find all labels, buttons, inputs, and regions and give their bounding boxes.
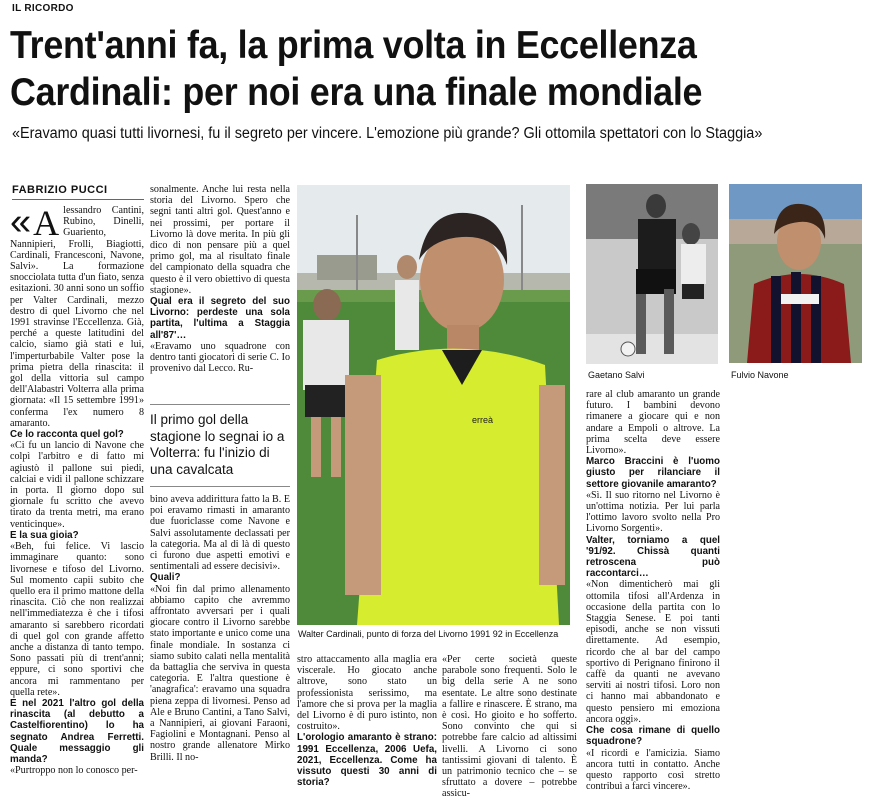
article-column-2-top <box>150 184 290 392</box>
pull-quote: Il primo gol della stagione lo segnai io a Volterra: fu l'inizio di una cavalcata <box>150 412 285 477</box>
drop-cap: A <box>33 205 60 243</box>
headline-line-1: Trent'anni fa, la prima volta in Eccellenza <box>10 24 697 67</box>
article-column-3 <box>297 654 437 800</box>
headline-line-2: Cardinali: per noi era una finale mondiale <box>10 71 703 114</box>
byline-divider <box>12 199 144 200</box>
photo-gaetano-salvi <box>586 184 718 364</box>
interview-answer: stro attaccamento alla maglia era viscerale. Ho giocato anche altrove, sono stato un professionista serissimo, ma l'amore che si prova per la maglia del Livorno è di puro istinto, non costruito». <box>297 654 437 733</box>
interview-question: Marco Braccini è l'uomo giusto per rilanciare il settore giovanile amaranto? <box>586 456 720 490</box>
interview-answer: «Sì. Il suo ritorno nel Livorno è un'ottima notizia. Per lui parla l'ottimo lavoro svolto nella Pro Livorno Sorgenti». <box>586 489 720 535</box>
interview-answer: «Ci fu un lancio di Navone che colpì l'arbitro e di fatto mi agiustò il pallone sui piedi, calciai e vidi il pallone schizzare in porta. Il giorno dopo sul giornale fu scritto che avevo tirato da trenta metri, ma erano venticinque». <box>10 440 144 530</box>
subheadline: «Eravamo quasi tutti livornesi, fu il segreto per vincere. L'emozione più grande? Gli ottomila spettatori con lo Staggia» <box>12 125 763 142</box>
interview-question: Valter, torniamo a quel '91/92. Chissà quanti retroscena può raccontarci… <box>586 534 720 580</box>
article-column-1 <box>10 205 144 800</box>
interview-question: E la sua gioia? <box>10 529 79 541</box>
interview-question: E nel 2021 l'altro gol della rinascita (al debutto a Castelfiorentino) lo ha segnato Andrea Ferretti. Quale messaggio gli manda? <box>10 697 144 765</box>
pullquote-bottom-rule <box>150 486 290 487</box>
section-kicker: IL RICORDO <box>12 3 74 14</box>
article-column-2-bottom <box>150 494 290 800</box>
photo-caption-salvi: Gaetano Salvi <box>588 370 645 380</box>
paragraph: rare al club amaranto un grande futuro. I bambini devono rimanere a giocare qui e non andare a Empoli o altrove. La prima scelta deve essere Livorno». <box>586 389 720 457</box>
interview-answer: «Purtroppo non lo conosco per- <box>10 765 138 777</box>
interview-answer: «Noi fin dal primo allenamento abbiamo capito che avremmo affrontato avversari per i quali giocare contro il Livorno sarebbe stato importante e unico come una finale mondiale. In sostanza ci siamo subito calati nella mentalità da battaglia che serviva in questa categoria. E l'altra questione è 'anagrafica': eravamo una squadra piena zeppa di livornesi. Penso ad Ale e Bruno Cantini, a Tano Salvi, a Nannipieri, ai giovani Faraoni, Fagiolini e Montagnani. Penso al nostro grande allenatore Mirko Brilli. Il no- <box>150 583 290 763</box>
interview-answer: «Per certe società queste parabole sono frequenti. Solo le big della serie A ne sono esentate. Le altre sono destinate a fallire e rinascere. È strano, ma è così. Ho gioito e ho sofferto. Sono convinto che qui si potrebbe fare calcio ad altissimi livelli. A Livorno ci sono tantissimi giovani di talento. È un patrimonio tecnico che – se sfruttato a dovere – potrebbe assicu- <box>442 654 577 800</box>
main-photo-caption: Walter Cardinali, punto di forza del Livorno 1991 92 in Eccellenza <box>298 629 559 639</box>
interview-question: Che cosa rimane di quello squadrone? <box>586 725 720 748</box>
interview-answer: «Beh, fui felice. Vi lascio immaginare quanto: sono livornese e tifoso del Livorno. Sul momento capii subito che quello era il primo mattone della rinascita. Ciò che non realizzai nell'immediatezza è che i tifosi amaranto si sarebbero ricordati di quel gol con grande affetto anche a distanza di tanto tempo. Sono passati più di trent'anni; eppure, ci sono sportivi che ancora mi rammentano per quella rete». <box>10 541 144 698</box>
svg-text:erreà: erreà <box>472 415 494 425</box>
color-portrait-photo <box>729 184 862 363</box>
photo-fulvio-navone <box>729 184 862 363</box>
paragraph: sonalmente. Anche lui resta nella storia del Livorno. Spero che segni tanti altri gol. Quest'anno e nei prossimi, per portare il Livorno là dove merita. In più gli dico di non pensare più a quel primo gol, ma al risultato finale del campionato della squadra che questo è il vero obiettivo di questa stagione». <box>150 184 290 296</box>
article-column-4 <box>442 654 577 800</box>
photo-caption-navone: Fulvio Navone <box>731 370 789 380</box>
interview-question: Quali? <box>150 572 181 584</box>
main-photo-walter-cardinali <box>297 185 570 625</box>
drop-quote-mark: « <box>10 205 32 243</box>
player-photo-illustration <box>297 185 570 625</box>
interview-answer: «Non dimenticherò mai gli ottomila tifosi all'Ardenza in occasione della partita con lo Staggia Senese. E poi tanti episodi, anche se non vissuti direttamente. Ad esempio, ricordo che al bar del campo sportivo di Perignano finirono il caffè da quanti ne avevano serviti ai nostri tifosi. Loro non ci hanno mai abbandonato e questo pensiero mi emoziona ancora oggi». <box>586 579 720 725</box>
headline <box>10 22 801 116</box>
interview-answer: «I ricordi e l'amicizia. Siamo ancora tutti in contatto. Anche questo rapporto così stretto contribuì a farci vincere». <box>586 747 720 793</box>
bw-action-photo <box>586 184 718 364</box>
paragraph: lessandro Cantini, Rubino, Dinelli, Guariento, Nannipieri, Frolli, Biagiotti, Cardinali, Francesconi, Navone, Salvi». La formazione snocciolata tutta d'un fiato, senza esitazioni. 30 anni sono un soffio per Valter Cardinali, mezzo destro di quel Livorno che nel 1991 stravinse l'Eccellenza. Già, perché a queste latitudini del calcio, siamo già stati e lui, l'imperturbabile Valter pose la prima pietra della rinascita: il gol della vittoria sul campo dell'Alabastri Volterra alla prima giornata: «Il 15 settembre 1991» conferma l'ex numero 8 amaranto. <box>10 205 144 429</box>
interview-question: Qual era il segreto del suo Livorno: perdeste una sola partita, l'ultima a Staggia all'87'… <box>150 296 290 341</box>
article-column-5 <box>586 389 720 800</box>
interview-answer: «Eravamo uno squadrone con dentro tanti giocatori di serie C. Io provenivo dal Lecco. Ru- <box>150 340 290 375</box>
byline: FABRIZIO PUCCI <box>12 184 108 196</box>
paragraph: bino aveva addirittura fatto la B. E poi eravamo rimasti in amaranto due fuoriclasse come Navone e Salvi assolutamente declassati per la categoria. Ma al di là di questo ci furono due aspetti emotivi e sentimentali ad essere decisivi». <box>150 494 290 573</box>
interview-question: L'orologio amaranto è strano: 1991 Eccellenza, 2006 Uefa, 2021, Eccellenza. Come ha vissuto questi 30 anni di storia? <box>297 732 437 789</box>
pullquote-top-rule <box>150 404 290 405</box>
interview-question: Ce lo racconta quel gol? <box>10 429 124 441</box>
